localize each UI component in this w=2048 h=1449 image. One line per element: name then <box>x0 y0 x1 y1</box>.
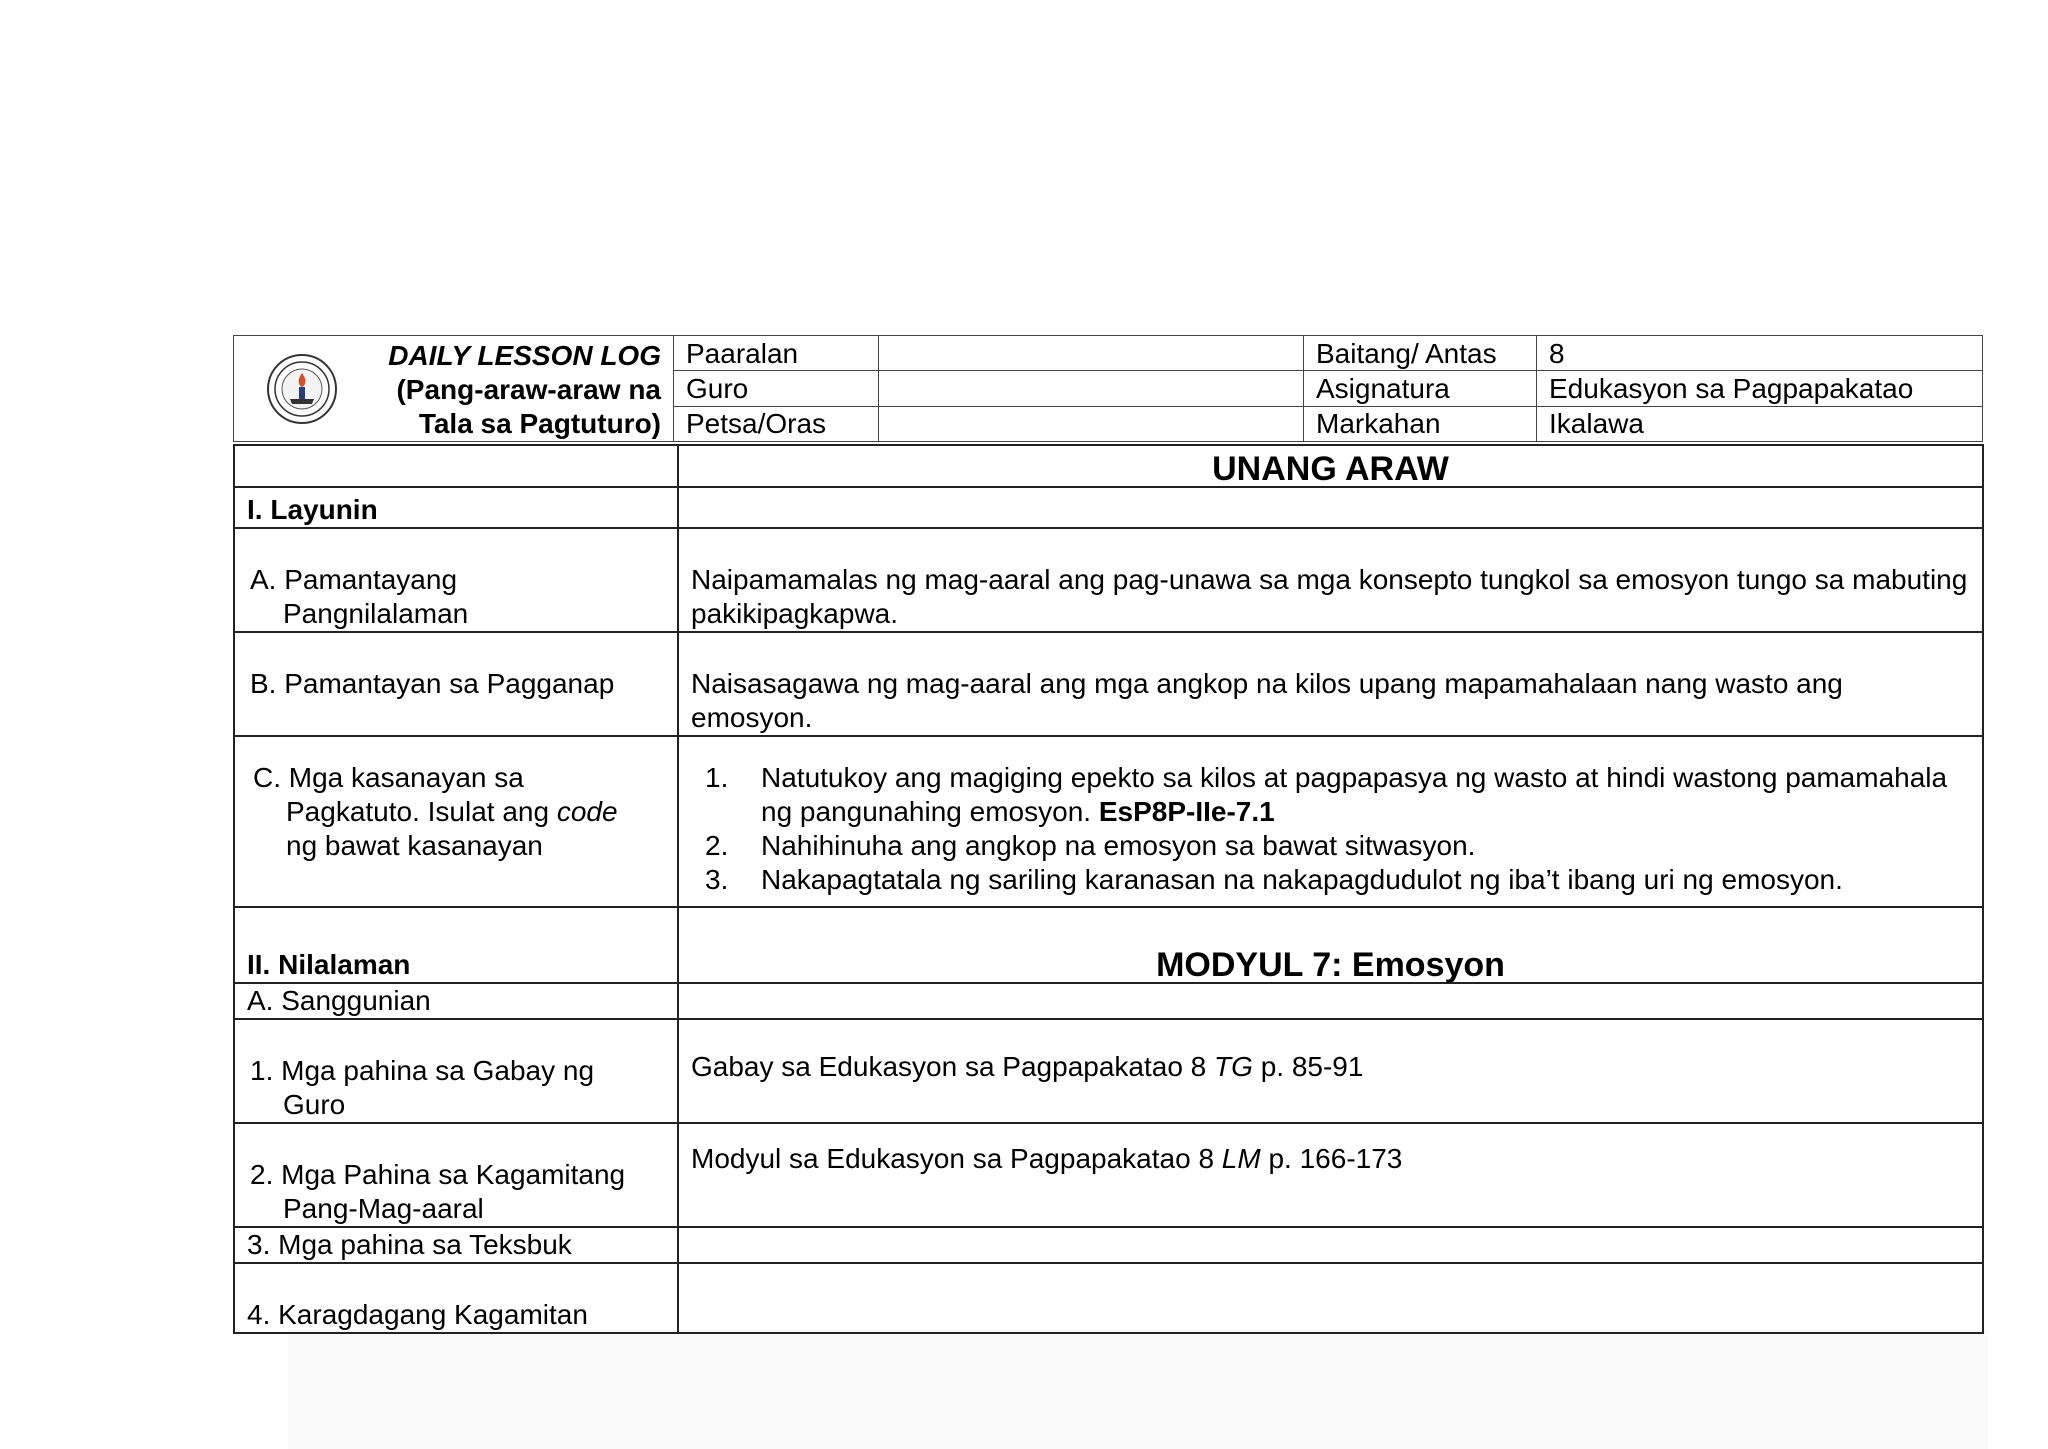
header-value <box>879 406 1304 441</box>
title-line-3: Tala sa Pagtuturo) <box>418 408 661 439</box>
header-table <box>233 335 1983 442</box>
ref-italic: LM <box>1221 1143 1261 1174</box>
ref-italic: TG <box>1214 1051 1253 1082</box>
competency-text: Nahihinuha ang angkop na emosyon sa bawat sitwasyon. <box>761 830 1476 861</box>
empty-cell <box>678 1227 1983 1263</box>
competency-text: Natutukoy ang magiging epekto sa kilos at pagpapasya ng wasto at hindi wastong pamamahala ng pangunahing emosyon. <box>761 762 1948 827</box>
daily-lesson-log-title <box>388 339 661 441</box>
pagganap-text: Naisasagawa ng mag-aaral ang mga angkop na kilos upang mapamahalaan nang wasto ang emosyon. <box>678 632 1983 736</box>
label-line: Pangnilalaman <box>283 598 469 629</box>
table-row <box>234 1263 1983 1333</box>
ref-text: p. 166-173 <box>1260 1143 1403 1174</box>
teksbuk-label: 3. Mga pahina sa Teksbuk <box>234 1227 678 1263</box>
ref-text: p. 85-91 <box>1252 1051 1364 1082</box>
day-heading: UNANG ARAW <box>678 445 1983 487</box>
list-number: 2. <box>705 830 729 861</box>
header-value: Edukasyon sa Pagpapakatao <box>1537 371 1983 406</box>
sanggunian-label: A. Sanggunian <box>234 983 678 1019</box>
pamantayang-text: Naipamamalas ng mag-aaral ang pag-unawa sa mga konsepto tungkol sa emosyon tungo sa mabuting pakikipagkapwa. <box>678 528 1983 632</box>
label-line: Pagkatuto. Isulat ang <box>286 796 557 827</box>
header-label: Baitang/ Antas <box>1304 336 1537 371</box>
kagamitan-label <box>234 1123 678 1227</box>
table-row <box>234 445 1983 487</box>
competency-code: EsP8P-IIe-7.1 <box>1098 796 1275 827</box>
ref-text: Gabay sa Edukasyon sa Pagpapakatao 8 <box>691 1051 1215 1082</box>
header-value: 8 <box>1537 336 1983 371</box>
header-label: Asignatura <box>1304 371 1537 406</box>
header-label: Petsa/Oras <box>674 406 879 441</box>
table-row <box>234 1227 1983 1263</box>
empty-cell <box>234 445 678 487</box>
label-line: B. Pamantayan sa Pagganap <box>250 668 615 699</box>
page-shadow <box>288 1330 1988 1449</box>
kagamitan-text <box>678 1123 1983 1227</box>
competency-text: Nakapagtatala ng sariling karanasan na nakapagdudulot ng iba’t ibang uri ng emosyon. <box>761 864 1843 895</box>
pagganap-label <box>234 632 678 736</box>
logo-title-cell <box>234 336 674 442</box>
label-line: ng bawat kasanayan <box>286 830 543 861</box>
deped-seal-icon <box>266 353 338 425</box>
table-row <box>234 487 1983 528</box>
header-value <box>879 371 1304 406</box>
competency-list <box>691 761 1970 897</box>
table-row <box>234 736 1983 907</box>
lesson-table <box>233 444 1984 1334</box>
competencies-cell <box>678 736 1983 907</box>
modyul-heading: MODYUL 7: Emosyon <box>678 907 1983 983</box>
empty-cell <box>678 487 1983 528</box>
ref-text: Modyul sa Edukasyon sa Pagpapakatao 8 <box>691 1143 1222 1174</box>
nilalaman-heading: II. Nilalaman <box>234 907 678 983</box>
label-line: C. Mga kasanayan sa <box>253 762 524 793</box>
list-item <box>691 863 1970 897</box>
label-line: A. Pamantayang <box>250 564 458 595</box>
gabay-text <box>678 1019 1983 1123</box>
table-row <box>234 1123 1983 1227</box>
list-item <box>691 761 1970 829</box>
table-row <box>234 1019 1983 1123</box>
table-row <box>234 983 1983 1019</box>
label-line: 2. Mga Pahina sa Kagamitang <box>250 1159 626 1190</box>
label-line: Guro <box>283 1089 346 1120</box>
table-row <box>234 907 1983 983</box>
empty-cell <box>678 983 1983 1019</box>
title-line-1: DAILY LESSON LOG <box>388 340 661 371</box>
label-italic: code <box>556 796 618 827</box>
karagdagang-label: 4. Karagdagang Kagamitan <box>234 1263 678 1333</box>
table-row <box>234 528 1983 632</box>
layunin-heading: I. Layunin <box>234 487 678 528</box>
header-value <box>879 336 1304 371</box>
header-label: Guro <box>674 371 879 406</box>
empty-cell <box>678 1263 1983 1333</box>
header-label: Paaralan <box>674 336 879 371</box>
label-line: 1. Mga pahina sa Gabay ng <box>250 1055 595 1086</box>
header-label: Markahan <box>1304 406 1537 441</box>
label-line: Pang-Mag-aaral <box>283 1193 484 1224</box>
pamantayang-label <box>234 528 678 632</box>
table-row <box>234 632 1983 736</box>
list-item <box>691 829 1970 863</box>
list-number: 1. <box>705 762 729 793</box>
kasanayan-label <box>234 736 678 907</box>
title-line-2: (Pang-araw-araw na <box>396 374 661 405</box>
header-value: Ikalawa <box>1537 406 1983 441</box>
gabay-label <box>234 1019 678 1123</box>
list-number: 3. <box>705 864 729 895</box>
